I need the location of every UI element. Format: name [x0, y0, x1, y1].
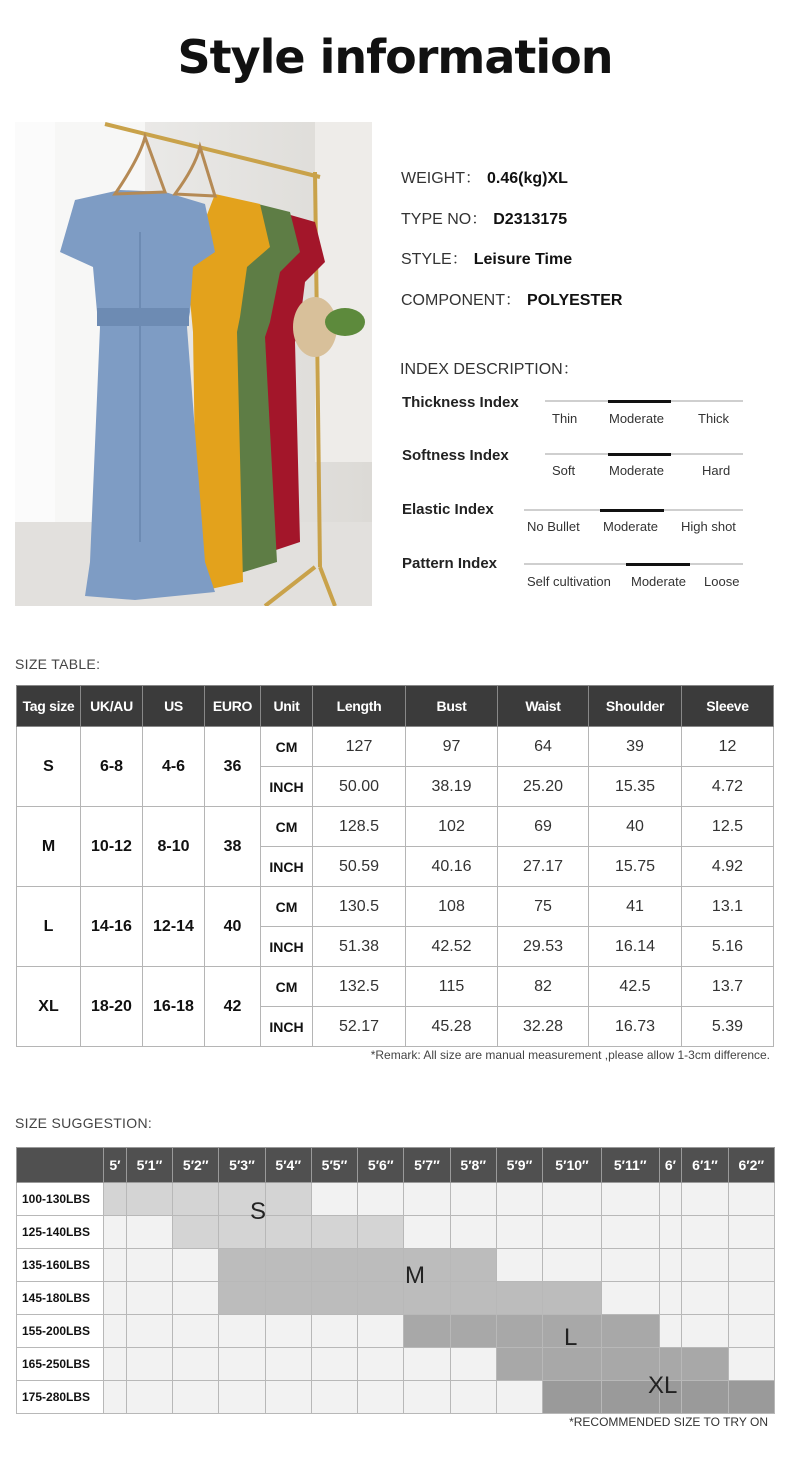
height-header: 5′4″ — [265, 1148, 311, 1183]
measurement-cell: 13.1 — [682, 887, 774, 927]
height-header: 5′3″ — [219, 1148, 265, 1183]
suggestion-cell — [659, 1282, 682, 1315]
suggestion-cell — [358, 1183, 404, 1216]
suggestion-cell — [682, 1216, 728, 1249]
header-uk-au: UK/AU — [81, 686, 143, 727]
index-description-heading: INDEX DESCRIPTION： — [400, 361, 579, 378]
suggestion-cell — [173, 1249, 219, 1282]
spec-component — [401, 287, 622, 310]
suggestion-cell — [104, 1348, 127, 1381]
table-row — [17, 1183, 775, 1216]
euro-cell: 38 — [205, 807, 261, 887]
measurement-cell: 39 — [589, 727, 682, 767]
header-length: Length — [313, 686, 406, 727]
size-suggestion-header-row — [17, 1148, 775, 1183]
measurement-cell: 42.5 — [589, 967, 682, 1007]
suggestion-cell — [358, 1249, 404, 1282]
suggestion-cell — [496, 1348, 542, 1381]
suggestion-cell — [450, 1216, 496, 1249]
tag-size-cell: L — [17, 887, 81, 967]
suggestion-cell — [219, 1348, 265, 1381]
weight-row-header: 100-130LBS — [17, 1183, 104, 1216]
elastic-index-marker — [600, 509, 664, 512]
header-us: US — [143, 686, 205, 727]
table-row — [17, 1249, 775, 1282]
suggestion-cell — [601, 1249, 659, 1282]
suggestion-cell — [126, 1216, 172, 1249]
spec-style-value: Leisure Time — [473, 251, 573, 268]
suggestion-cell — [265, 1282, 311, 1315]
measurement-cell: 130.5 — [313, 887, 406, 927]
elastic-option-high-shot: High shot — [681, 519, 736, 534]
measurement-cell: 40 — [589, 807, 682, 847]
measurement-cell: 128.5 — [313, 807, 406, 847]
suggestion-cell — [265, 1216, 311, 1249]
softness-index-marker — [608, 453, 671, 456]
suggestion-cell — [659, 1315, 682, 1348]
suggestion-size-label-m: M — [405, 1262, 425, 1289]
measurement-cell: 27.17 — [498, 847, 589, 887]
height-header: 5′7″ — [404, 1148, 450, 1183]
suggestion-cell — [126, 1183, 172, 1216]
spec-style — [401, 246, 572, 269]
size-table-label: SIZE TABLE: — [15, 656, 101, 672]
measurement-cell: 42.52 — [406, 927, 498, 967]
spec-weight-label: WEIGHT： — [401, 170, 481, 187]
spec-style-label: STYLE： — [401, 251, 468, 268]
uk-au-cell: 6-8 — [81, 727, 143, 807]
measurement-cell: 41 — [589, 887, 682, 927]
measurement-cell: 108 — [406, 887, 498, 927]
unit-cell: INCH — [261, 767, 313, 807]
suggestion-cell — [601, 1315, 659, 1348]
height-header: 5′9″ — [496, 1148, 542, 1183]
suggestion-cell — [219, 1315, 265, 1348]
suggestion-cell — [219, 1381, 265, 1414]
suggestion-cell — [543, 1249, 602, 1282]
spec-type-no — [401, 206, 567, 229]
suggestion-cell — [173, 1282, 219, 1315]
suggestion-size-label-s: S — [250, 1198, 267, 1225]
measurement-cell: 15.35 — [589, 767, 682, 807]
table-row — [17, 1216, 775, 1249]
measurement-remark: *Remark: All size are manual measurement ,please allow 1-3cm difference. — [370, 1048, 770, 1062]
suggestion-cell — [311, 1249, 357, 1282]
suggestion-cell — [126, 1315, 172, 1348]
tag-size-cell: XL — [17, 967, 81, 1047]
measurement-cell: 45.28 — [406, 1007, 498, 1047]
weight-row-header: 135-160LBS — [17, 1249, 104, 1282]
suggestion-cell — [682, 1282, 728, 1315]
weight-row-header: 165-250LBS — [17, 1348, 104, 1381]
measurement-cell: 82 — [498, 967, 589, 1007]
thickness-index-marker — [608, 400, 671, 403]
suggestion-cell — [173, 1348, 219, 1381]
softness-option-hard: Hard — [702, 463, 731, 478]
measurement-cell: 4.72 — [682, 767, 774, 807]
spec-weight — [401, 165, 568, 188]
measurement-cell: 115 — [406, 967, 498, 1007]
spec-weight-value: 0.46(kg)XL — [487, 170, 568, 187]
suggestion-cell — [728, 1183, 774, 1216]
spec-component-value: POLYESTER — [527, 292, 623, 309]
suggestion-cell — [496, 1183, 542, 1216]
measurement-cell: 15.75 — [589, 847, 682, 887]
suggestion-cell — [104, 1216, 127, 1249]
measurement-cell: 69 — [498, 807, 589, 847]
table-row — [17, 967, 774, 1007]
us-cell: 12-14 — [143, 887, 205, 967]
uk-au-cell: 18-20 — [81, 967, 143, 1047]
elastic-index-name: Elastic Index — [402, 501, 494, 518]
height-header: 6′ — [659, 1148, 682, 1183]
suggestion-cell — [682, 1381, 728, 1414]
measurement-cell: 64 — [498, 727, 589, 767]
suggestion-cell — [104, 1282, 127, 1315]
suggestion-cell — [659, 1216, 682, 1249]
height-header: 6′2″ — [728, 1148, 774, 1183]
softness-index-name: Softness Index — [402, 447, 509, 464]
weight-row-header: 145-180LBS — [17, 1282, 104, 1315]
suggestion-cell — [265, 1183, 311, 1216]
suggestion-cell — [104, 1315, 127, 1348]
weight-row-header: 155-200LBS — [17, 1315, 104, 1348]
us-cell: 8-10 — [143, 807, 205, 887]
suggestion-cell — [543, 1282, 602, 1315]
height-header: 5′2″ — [173, 1148, 219, 1183]
suggestion-cell — [358, 1282, 404, 1315]
suggestion-cell — [358, 1315, 404, 1348]
measurement-cell: 132.5 — [313, 967, 406, 1007]
measurement-cell: 4.92 — [682, 847, 774, 887]
thickness-index-name: Thickness Index — [402, 394, 519, 411]
suggestion-cell — [496, 1315, 542, 1348]
suggestion-cell — [496, 1282, 542, 1315]
suggestion-cell — [682, 1315, 728, 1348]
suggestion-cell — [496, 1381, 542, 1414]
unit-cell: INCH — [261, 1007, 313, 1047]
spec-component-label: COMPONENT： — [401, 292, 522, 309]
height-header: 5′1″ — [126, 1148, 172, 1183]
suggestion-cell — [601, 1216, 659, 1249]
suggestion-cell — [682, 1249, 728, 1282]
measurement-cell: 16.73 — [589, 1007, 682, 1047]
height-header: 5′ — [104, 1148, 127, 1183]
suggestion-cell — [404, 1216, 450, 1249]
weight-row-header: 175-280LBS — [17, 1381, 104, 1414]
spec-type-no-label: TYPE NO： — [401, 211, 488, 228]
suggestion-cell — [543, 1348, 602, 1381]
measurement-cell: 102 — [406, 807, 498, 847]
suggestion-cell — [682, 1183, 728, 1216]
height-header: 5′8″ — [450, 1148, 496, 1183]
elastic-option-moderate: Moderate — [603, 519, 658, 534]
suggestion-cell — [728, 1381, 774, 1414]
softness-option-moderate: Moderate — [609, 463, 664, 478]
suggestion-cell — [450, 1348, 496, 1381]
height-header: 5′10″ — [543, 1148, 602, 1183]
unit-cell: CM — [261, 807, 313, 847]
corner-cell — [17, 1148, 104, 1183]
measurement-cell: 12.5 — [682, 807, 774, 847]
suggestion-cell — [311, 1381, 357, 1414]
pattern-option-moderate: Moderate — [631, 574, 686, 589]
table-row — [17, 1315, 775, 1348]
suggestion-cell — [682, 1348, 728, 1381]
suggestion-cell — [219, 1249, 265, 1282]
pattern-index-marker — [626, 563, 690, 566]
unit-cell: INCH — [261, 847, 313, 887]
tag-size-cell: M — [17, 807, 81, 887]
suggestion-cell — [126, 1348, 172, 1381]
unit-cell: CM — [261, 967, 313, 1007]
suggestion-cell — [311, 1348, 357, 1381]
product-photo — [15, 122, 372, 606]
measurement-cell: 97 — [406, 727, 498, 767]
suggestion-cell — [173, 1216, 219, 1249]
header-bust: Bust — [406, 686, 498, 727]
height-header: 6′1″ — [682, 1148, 728, 1183]
suggestion-cell — [450, 1183, 496, 1216]
suggestion-cell — [404, 1348, 450, 1381]
suggestion-cell — [450, 1249, 496, 1282]
suggestion-cell — [728, 1249, 774, 1282]
suggestion-cell — [450, 1381, 496, 1414]
measurement-cell: 13.7 — [682, 967, 774, 1007]
size-table-header-row — [17, 686, 774, 727]
suggestion-cell — [104, 1249, 127, 1282]
suggestion-cell — [104, 1381, 127, 1414]
suggestion-cell — [543, 1183, 602, 1216]
pattern-option-loose: Loose — [704, 574, 740, 589]
table-row — [17, 807, 774, 847]
unit-cell: CM — [261, 887, 313, 927]
measurement-cell: 32.28 — [498, 1007, 589, 1047]
suggestion-cell — [601, 1183, 659, 1216]
recommend-note: *RECOMMENDED SIZE TO TRY ON — [569, 1415, 768, 1429]
measurement-cell: 51.38 — [313, 927, 406, 967]
thickness-option-moderate: Moderate — [609, 411, 664, 426]
suggestion-cell — [311, 1315, 357, 1348]
measurement-cell: 25.20 — [498, 767, 589, 807]
measurement-cell: 127 — [313, 727, 406, 767]
header-shoulder: Shoulder — [589, 686, 682, 727]
header-unit: Unit — [261, 686, 313, 727]
suggestion-cell — [265, 1381, 311, 1414]
suggestion-cell — [311, 1216, 357, 1249]
suggestion-cell — [126, 1282, 172, 1315]
suggestion-cell — [265, 1348, 311, 1381]
suggestion-cell — [728, 1315, 774, 1348]
suggestion-cell — [265, 1315, 311, 1348]
measurement-cell: 52.17 — [313, 1007, 406, 1047]
suggestion-cell — [404, 1381, 450, 1414]
euro-cell: 36 — [205, 727, 261, 807]
tag-size-cell: S — [17, 727, 81, 807]
measurement-cell: 16.14 — [589, 927, 682, 967]
table-row — [17, 727, 774, 767]
suggestion-cell — [219, 1282, 265, 1315]
measurement-cell: 38.19 — [406, 767, 498, 807]
header-sleeve: Sleeve — [682, 686, 774, 727]
suggestion-cell — [358, 1381, 404, 1414]
suggestion-cell — [496, 1249, 542, 1282]
suggestion-cell — [265, 1249, 311, 1282]
height-header: 5′11″ — [601, 1148, 659, 1183]
header-tag-size: Tag size — [17, 686, 81, 727]
suggestion-cell — [496, 1216, 542, 1249]
suggestion-cell — [173, 1381, 219, 1414]
thickness-option-thin: Thin — [552, 411, 578, 426]
measurement-cell: 5.16 — [682, 927, 774, 967]
suggestion-cell — [311, 1282, 357, 1315]
measurement-cell: 50.59 — [313, 847, 406, 887]
suggestion-cell — [450, 1282, 496, 1315]
unit-cell: CM — [261, 727, 313, 767]
elastic-option-no-bullet: No Bullet — [527, 519, 580, 534]
suggestion-cell — [358, 1348, 404, 1381]
header-euro: EURO — [205, 686, 261, 727]
measurement-cell: 50.00 — [313, 767, 406, 807]
pattern-option-self-cultivation: Self cultivation — [527, 574, 611, 589]
suggestion-cell — [404, 1183, 450, 1216]
suggestion-cell — [659, 1183, 682, 1216]
suggestion-cell — [173, 1315, 219, 1348]
uk-au-cell: 14-16 — [81, 887, 143, 967]
measurement-cell: 75 — [498, 887, 589, 927]
softness-option-soft: Soft — [552, 463, 576, 478]
suggestion-cell — [104, 1183, 127, 1216]
euro-cell: 40 — [205, 887, 261, 967]
page-title: Style information — [177, 30, 613, 84]
suggestion-cell — [659, 1249, 682, 1282]
suggestion-cell — [543, 1216, 602, 1249]
suggestion-cell — [311, 1183, 357, 1216]
measurement-cell: 5.39 — [682, 1007, 774, 1047]
measurement-cell: 12 — [682, 727, 774, 767]
suggestion-cell — [728, 1216, 774, 1249]
thickness-option-thick: Thick — [698, 411, 730, 426]
pattern-index-name: Pattern Index — [402, 555, 498, 572]
height-header: 5′5″ — [311, 1148, 357, 1183]
spec-type-no-value: D2313175 — [493, 211, 568, 228]
euro-cell: 42 — [205, 967, 261, 1047]
suggestion-size-label-l: L — [564, 1324, 578, 1351]
table-row — [17, 887, 774, 927]
header-waist: Waist — [498, 686, 589, 727]
suggestion-cell — [404, 1315, 450, 1348]
suggestion-size-label-xl: XL — [648, 1372, 678, 1399]
suggestion-cell — [728, 1348, 774, 1381]
suggestion-cell — [358, 1216, 404, 1249]
us-cell: 4-6 — [143, 727, 205, 807]
us-cell: 16-18 — [143, 967, 205, 1047]
measurement-cell: 29.53 — [498, 927, 589, 967]
suggestion-cell — [601, 1282, 659, 1315]
size-table — [16, 685, 774, 1047]
weight-row-header: 125-140LBS — [17, 1216, 104, 1249]
size-suggestion-label: SIZE SUGGESTION: — [15, 1115, 153, 1131]
measurement-cell: 40.16 — [406, 847, 498, 887]
suggestion-cell — [173, 1183, 219, 1216]
suggestion-cell — [543, 1381, 602, 1414]
height-header: 5′6″ — [358, 1148, 404, 1183]
table-row — [17, 1282, 775, 1315]
unit-cell: INCH — [261, 927, 313, 967]
suggestion-cell — [126, 1381, 172, 1414]
suggestion-cell — [728, 1282, 774, 1315]
suggestion-cell — [450, 1315, 496, 1348]
suggestion-cell — [126, 1249, 172, 1282]
uk-au-cell: 10-12 — [81, 807, 143, 887]
